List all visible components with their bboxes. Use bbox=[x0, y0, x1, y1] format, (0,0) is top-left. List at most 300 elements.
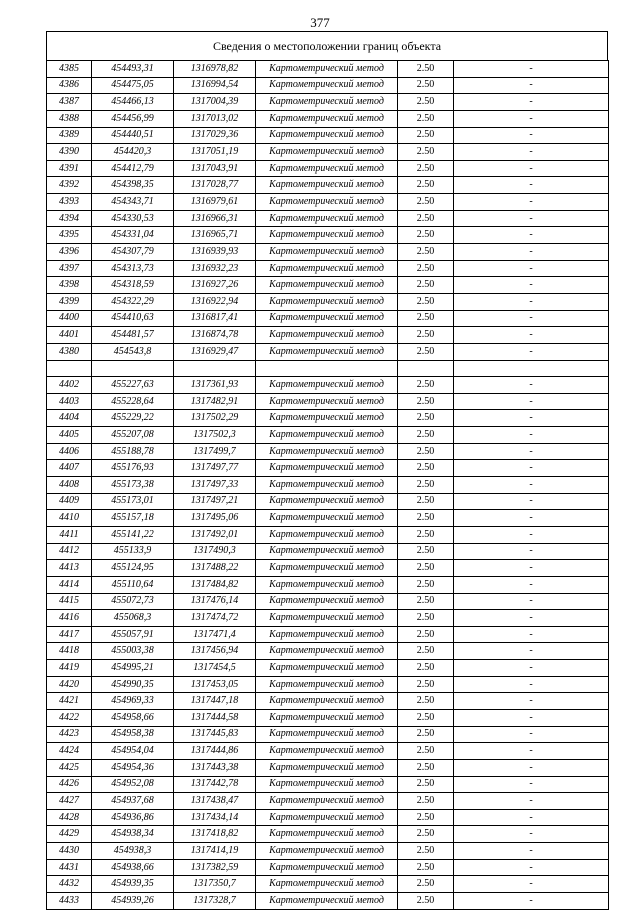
y-coordinate-cell: 1316922,94 bbox=[174, 293, 256, 310]
accuracy-cell: 2.50 bbox=[398, 377, 454, 394]
table-row bbox=[47, 843, 609, 860]
group-separator-row bbox=[47, 360, 609, 377]
accuracy-cell: 2.50 bbox=[398, 759, 454, 776]
description-cell: - bbox=[454, 676, 609, 693]
point-number-cell: 4396 bbox=[47, 244, 92, 261]
point-number-cell: 4404 bbox=[47, 410, 92, 427]
table-row bbox=[47, 260, 609, 277]
description-cell: - bbox=[454, 876, 609, 893]
description-cell: - bbox=[454, 77, 609, 94]
y-coordinate-cell: 1317013,02 bbox=[174, 110, 256, 127]
description-cell: - bbox=[454, 759, 609, 776]
method-cell: Картометрический метод bbox=[256, 693, 398, 710]
y-coordinate-cell: 1317382,59 bbox=[174, 859, 256, 876]
description-cell: - bbox=[454, 809, 609, 826]
x-coordinate-cell: 454936,86 bbox=[92, 809, 174, 826]
method-cell: Картометрический метод bbox=[256, 759, 398, 776]
y-coordinate-cell: 1317447,18 bbox=[174, 693, 256, 710]
y-coordinate-cell: 1317453,05 bbox=[174, 676, 256, 693]
y-coordinate-cell: 1317361,93 bbox=[174, 377, 256, 394]
description-cell: - bbox=[454, 443, 609, 460]
table-row bbox=[47, 310, 609, 327]
method-cell: Картометрический метод bbox=[256, 293, 398, 310]
y-coordinate-cell: 1316966,31 bbox=[174, 210, 256, 227]
method-cell: Картометрический метод bbox=[256, 526, 398, 543]
description-cell: - bbox=[454, 626, 609, 643]
x-coordinate-cell: 454456,99 bbox=[92, 110, 174, 127]
table-row bbox=[47, 393, 609, 410]
description-cell: - bbox=[454, 510, 609, 527]
accuracy-cell: 2.50 bbox=[398, 776, 454, 793]
description-cell: - bbox=[454, 709, 609, 726]
table-row bbox=[47, 94, 609, 111]
y-coordinate-cell: 1316979,61 bbox=[174, 194, 256, 211]
table-row bbox=[47, 759, 609, 776]
y-coordinate-cell: 1317497,33 bbox=[174, 477, 256, 494]
y-coordinate-cell: 1317029,36 bbox=[174, 127, 256, 144]
point-number-cell: 4413 bbox=[47, 560, 92, 577]
accuracy-cell: 2.50 bbox=[398, 610, 454, 627]
point-number-cell: 4380 bbox=[47, 343, 92, 360]
accuracy-cell: 2.50 bbox=[398, 110, 454, 127]
table-row bbox=[47, 110, 609, 127]
table-row bbox=[47, 776, 609, 793]
y-coordinate-cell: 1317443,38 bbox=[174, 759, 256, 776]
x-coordinate-cell: 454330,53 bbox=[92, 210, 174, 227]
accuracy-cell: 2.50 bbox=[398, 293, 454, 310]
method-cell: Картометрический метод bbox=[256, 427, 398, 444]
x-coordinate-cell: 454331,04 bbox=[92, 227, 174, 244]
description-cell: - bbox=[454, 643, 609, 660]
point-number-cell: 4428 bbox=[47, 809, 92, 826]
description-cell: - bbox=[454, 94, 609, 111]
method-cell: Картометрический метод bbox=[256, 543, 398, 560]
point-number-cell: 4417 bbox=[47, 626, 92, 643]
table-row bbox=[47, 244, 609, 261]
x-coordinate-cell: 454939,26 bbox=[92, 893, 174, 910]
x-coordinate-cell: 455110,64 bbox=[92, 576, 174, 593]
method-cell: Картометрический метод bbox=[256, 643, 398, 660]
point-number-cell: 4406 bbox=[47, 443, 92, 460]
point-number-cell: 4418 bbox=[47, 643, 92, 660]
table-row bbox=[47, 177, 609, 194]
method-cell: Картометрический метод bbox=[256, 726, 398, 743]
x-coordinate-cell: 455228,64 bbox=[92, 393, 174, 410]
table-row bbox=[47, 826, 609, 843]
point-number-cell: 4410 bbox=[47, 510, 92, 527]
method-cell: Картометрический метод bbox=[256, 210, 398, 227]
accuracy-cell: 2.50 bbox=[398, 859, 454, 876]
point-number-cell: 4388 bbox=[47, 110, 92, 127]
accuracy-cell: 2.50 bbox=[398, 144, 454, 161]
y-coordinate-cell: 1317051,19 bbox=[174, 144, 256, 161]
x-coordinate-cell: 454543,8 bbox=[92, 343, 174, 360]
x-coordinate-cell: 454954,04 bbox=[92, 743, 174, 760]
y-coordinate-cell: 1317490,3 bbox=[174, 543, 256, 560]
y-coordinate-cell: 1316932,23 bbox=[174, 260, 256, 277]
description-cell: - bbox=[454, 177, 609, 194]
method-cell: Картометрический метод bbox=[256, 194, 398, 211]
x-coordinate-cell: 454493,31 bbox=[92, 61, 174, 78]
accuracy-cell: 2.50 bbox=[398, 427, 454, 444]
point-number-cell: 4401 bbox=[47, 327, 92, 344]
description-cell: - bbox=[454, 460, 609, 477]
table-row bbox=[47, 477, 609, 494]
description-cell: - bbox=[454, 543, 609, 560]
accuracy-cell: 2.50 bbox=[398, 160, 454, 177]
description-cell: - bbox=[454, 160, 609, 177]
point-number-cell: 4402 bbox=[47, 377, 92, 394]
accuracy-cell: 2.50 bbox=[398, 277, 454, 294]
method-cell: Картометрический метод bbox=[256, 61, 398, 78]
table-row bbox=[47, 510, 609, 527]
point-number-cell: 4411 bbox=[47, 526, 92, 543]
point-number-cell: 4427 bbox=[47, 793, 92, 810]
x-coordinate-cell: 455173,38 bbox=[92, 477, 174, 494]
method-cell: Картометрический метод bbox=[256, 560, 398, 577]
method-cell: Картометрический метод bbox=[256, 244, 398, 261]
y-coordinate-cell: 1317502,3 bbox=[174, 427, 256, 444]
table-row bbox=[47, 876, 609, 893]
point-number-cell: 4416 bbox=[47, 610, 92, 627]
point-number-cell: 4400 bbox=[47, 310, 92, 327]
method-cell: Картометрический метод bbox=[256, 660, 398, 677]
description-cell: - bbox=[454, 277, 609, 294]
point-number-cell: 4430 bbox=[47, 843, 92, 860]
description-cell: - bbox=[454, 526, 609, 543]
y-coordinate-cell: 1317497,21 bbox=[174, 493, 256, 510]
description-cell: - bbox=[454, 410, 609, 427]
description-cell: - bbox=[454, 194, 609, 211]
x-coordinate-cell: 454343,71 bbox=[92, 194, 174, 211]
table-row bbox=[47, 443, 609, 460]
method-cell: Картометрический метод bbox=[256, 310, 398, 327]
y-coordinate-cell: 1317434,14 bbox=[174, 809, 256, 826]
table-row bbox=[47, 526, 609, 543]
method-cell: Картометрический метод bbox=[256, 576, 398, 593]
accuracy-cell: 2.50 bbox=[398, 793, 454, 810]
point-number-cell: 4407 bbox=[47, 460, 92, 477]
y-coordinate-cell: 1316874,78 bbox=[174, 327, 256, 344]
x-coordinate-cell: 454313,73 bbox=[92, 260, 174, 277]
accuracy-cell: 2.50 bbox=[398, 809, 454, 826]
y-coordinate-cell: 1317499,7 bbox=[174, 443, 256, 460]
x-coordinate-cell: 455227,63 bbox=[92, 377, 174, 394]
x-coordinate-cell: 455229,22 bbox=[92, 410, 174, 427]
description-cell: - bbox=[454, 260, 609, 277]
empty-cell bbox=[92, 360, 174, 377]
accuracy-cell: 2.50 bbox=[398, 227, 454, 244]
empty-cell bbox=[398, 360, 454, 377]
table-row bbox=[47, 77, 609, 94]
y-coordinate-cell: 1317445,83 bbox=[174, 726, 256, 743]
point-number-cell: 4395 bbox=[47, 227, 92, 244]
x-coordinate-cell: 454322,29 bbox=[92, 293, 174, 310]
x-coordinate-cell: 454440,51 bbox=[92, 127, 174, 144]
description-cell: - bbox=[454, 343, 609, 360]
accuracy-cell: 2.50 bbox=[398, 77, 454, 94]
point-number-cell: 4392 bbox=[47, 177, 92, 194]
accuracy-cell: 2.50 bbox=[398, 526, 454, 543]
accuracy-cell: 2.50 bbox=[398, 660, 454, 677]
accuracy-cell: 2.50 bbox=[398, 177, 454, 194]
y-coordinate-cell: 1317043,91 bbox=[174, 160, 256, 177]
x-coordinate-cell: 455157,18 bbox=[92, 510, 174, 527]
accuracy-cell: 2.50 bbox=[398, 244, 454, 261]
table-row bbox=[47, 626, 609, 643]
empty-cell bbox=[174, 360, 256, 377]
method-cell: Картометрический метод bbox=[256, 377, 398, 394]
y-coordinate-cell: 1317350,7 bbox=[174, 876, 256, 893]
accuracy-cell: 2.50 bbox=[398, 460, 454, 477]
accuracy-cell: 2.50 bbox=[398, 260, 454, 277]
method-cell: Картометрический метод bbox=[256, 460, 398, 477]
description-cell: - bbox=[454, 477, 609, 494]
boundary-points-table bbox=[46, 60, 609, 910]
accuracy-cell: 2.50 bbox=[398, 477, 454, 494]
y-coordinate-cell: 1317438,47 bbox=[174, 793, 256, 810]
y-coordinate-cell: 1317488,22 bbox=[174, 560, 256, 577]
accuracy-cell: 2.50 bbox=[398, 343, 454, 360]
description-cell: - bbox=[454, 726, 609, 743]
point-number-cell: 4389 bbox=[47, 127, 92, 144]
method-cell: Картометрический метод bbox=[256, 893, 398, 910]
y-coordinate-cell: 1317474,72 bbox=[174, 610, 256, 627]
accuracy-cell: 2.50 bbox=[398, 543, 454, 560]
description-cell: - bbox=[454, 377, 609, 394]
method-cell: Картометрический метод bbox=[256, 277, 398, 294]
y-coordinate-cell: 1317471,4 bbox=[174, 626, 256, 643]
accuracy-cell: 2.50 bbox=[398, 843, 454, 860]
y-coordinate-cell: 1316927,26 bbox=[174, 277, 256, 294]
table-row bbox=[47, 460, 609, 477]
y-coordinate-cell: 1317476,14 bbox=[174, 593, 256, 610]
accuracy-cell: 2.50 bbox=[398, 393, 454, 410]
method-cell: Картометрический метод bbox=[256, 709, 398, 726]
method-cell: Картометрический метод bbox=[256, 144, 398, 161]
y-coordinate-cell: 1317484,82 bbox=[174, 576, 256, 593]
table-body bbox=[47, 61, 609, 910]
y-coordinate-cell: 1317502,29 bbox=[174, 410, 256, 427]
x-coordinate-cell: 455133,9 bbox=[92, 543, 174, 560]
method-cell: Картометрический метод bbox=[256, 776, 398, 793]
table-row bbox=[47, 793, 609, 810]
y-coordinate-cell: 1317492,01 bbox=[174, 526, 256, 543]
table-row bbox=[47, 293, 609, 310]
description-cell: - bbox=[454, 327, 609, 344]
point-number-cell: 4433 bbox=[47, 893, 92, 910]
table-row bbox=[47, 610, 609, 627]
y-coordinate-cell: 1317454,5 bbox=[174, 660, 256, 677]
x-coordinate-cell: 455003,38 bbox=[92, 643, 174, 660]
table-row bbox=[47, 743, 609, 760]
x-coordinate-cell: 455141,22 bbox=[92, 526, 174, 543]
y-coordinate-cell: 1317442,78 bbox=[174, 776, 256, 793]
description-cell: - bbox=[454, 110, 609, 127]
accuracy-cell: 2.50 bbox=[398, 826, 454, 843]
point-number-cell: 4419 bbox=[47, 660, 92, 677]
description-cell: - bbox=[454, 393, 609, 410]
x-coordinate-cell: 454995,21 bbox=[92, 660, 174, 677]
method-cell: Картометрический метод bbox=[256, 610, 398, 627]
description-cell: - bbox=[454, 826, 609, 843]
method-cell: Картометрический метод bbox=[256, 809, 398, 826]
y-coordinate-cell: 1317414,19 bbox=[174, 843, 256, 860]
method-cell: Картометрический метод bbox=[256, 160, 398, 177]
description-cell: - bbox=[454, 61, 609, 78]
y-coordinate-cell: 1317028,77 bbox=[174, 177, 256, 194]
table-row bbox=[47, 893, 609, 910]
y-coordinate-cell: 1317444,86 bbox=[174, 743, 256, 760]
point-number-cell: 4423 bbox=[47, 726, 92, 743]
table-row bbox=[47, 377, 609, 394]
method-cell: Картометрический метод bbox=[256, 343, 398, 360]
method-cell: Картометрический метод bbox=[256, 94, 398, 111]
description-cell: - bbox=[454, 693, 609, 710]
description-cell: - bbox=[454, 144, 609, 161]
x-coordinate-cell: 454466,13 bbox=[92, 94, 174, 111]
accuracy-cell: 2.50 bbox=[398, 576, 454, 593]
x-coordinate-cell: 454410,63 bbox=[92, 310, 174, 327]
table-row bbox=[47, 343, 609, 360]
y-coordinate-cell: 1316965,71 bbox=[174, 227, 256, 244]
y-coordinate-cell: 1316929,47 bbox=[174, 343, 256, 360]
description-cell: - bbox=[454, 310, 609, 327]
accuracy-cell: 2.50 bbox=[398, 709, 454, 726]
accuracy-cell: 2.50 bbox=[398, 194, 454, 211]
point-number-cell: 4421 bbox=[47, 693, 92, 710]
accuracy-cell: 2.50 bbox=[398, 893, 454, 910]
accuracy-cell: 2.50 bbox=[398, 626, 454, 643]
method-cell: Картометрический метод bbox=[256, 77, 398, 94]
x-coordinate-cell: 455176,93 bbox=[92, 460, 174, 477]
method-cell: Картометрический метод bbox=[256, 327, 398, 344]
point-number-cell: 4399 bbox=[47, 293, 92, 310]
x-coordinate-cell: 455207,08 bbox=[92, 427, 174, 444]
description-cell: - bbox=[454, 427, 609, 444]
accuracy-cell: 2.50 bbox=[398, 410, 454, 427]
accuracy-cell: 2.50 bbox=[398, 726, 454, 743]
table-row bbox=[47, 427, 609, 444]
table-row bbox=[47, 576, 609, 593]
point-number-cell: 4409 bbox=[47, 493, 92, 510]
accuracy-cell: 2.50 bbox=[398, 676, 454, 693]
point-number-cell: 4414 bbox=[47, 576, 92, 593]
point-number-cell: 4386 bbox=[47, 77, 92, 94]
table-row bbox=[47, 709, 609, 726]
description-cell: - bbox=[454, 210, 609, 227]
accuracy-cell: 2.50 bbox=[398, 876, 454, 893]
table-row bbox=[47, 676, 609, 693]
table-row bbox=[47, 61, 609, 78]
y-coordinate-cell: 1316994,54 bbox=[174, 77, 256, 94]
x-coordinate-cell: 454938,34 bbox=[92, 826, 174, 843]
method-cell: Картометрический метод bbox=[256, 493, 398, 510]
point-number-cell: 4422 bbox=[47, 709, 92, 726]
accuracy-cell: 2.50 bbox=[398, 210, 454, 227]
accuracy-cell: 2.50 bbox=[398, 643, 454, 660]
accuracy-cell: 2.50 bbox=[398, 743, 454, 760]
method-cell: Картометрический метод bbox=[256, 260, 398, 277]
table-row bbox=[47, 160, 609, 177]
description-cell: - bbox=[454, 660, 609, 677]
y-coordinate-cell: 1317456,94 bbox=[174, 643, 256, 660]
method-cell: Картометрический метод bbox=[256, 393, 398, 410]
y-coordinate-cell: 1316939,93 bbox=[174, 244, 256, 261]
method-cell: Картометрический метод bbox=[256, 593, 398, 610]
table-heading: Сведения о местоположении границ объекта bbox=[46, 31, 608, 60]
x-coordinate-cell: 454938,66 bbox=[92, 859, 174, 876]
empty-cell bbox=[256, 360, 398, 377]
method-cell: Картометрический метод bbox=[256, 410, 398, 427]
table-row bbox=[47, 144, 609, 161]
accuracy-cell: 2.50 bbox=[398, 61, 454, 78]
point-number-cell: 4412 bbox=[47, 543, 92, 560]
y-coordinate-cell: 1316817,41 bbox=[174, 310, 256, 327]
point-number-cell: 4424 bbox=[47, 743, 92, 760]
point-number-cell: 4415 bbox=[47, 593, 92, 610]
description-cell: - bbox=[454, 776, 609, 793]
x-coordinate-cell: 455072,73 bbox=[92, 593, 174, 610]
x-coordinate-cell: 455173,01 bbox=[92, 493, 174, 510]
accuracy-cell: 2.50 bbox=[398, 443, 454, 460]
table-row bbox=[47, 227, 609, 244]
description-cell: - bbox=[454, 560, 609, 577]
table-row bbox=[47, 859, 609, 876]
y-coordinate-cell: 1316978,82 bbox=[174, 61, 256, 78]
method-cell: Картометрический метод bbox=[256, 843, 398, 860]
y-coordinate-cell: 1317482,91 bbox=[174, 393, 256, 410]
method-cell: Картометрический метод bbox=[256, 127, 398, 144]
description-cell: - bbox=[454, 227, 609, 244]
point-number-cell: 4420 bbox=[47, 676, 92, 693]
y-coordinate-cell: 1317444,58 bbox=[174, 709, 256, 726]
x-coordinate-cell: 454318,59 bbox=[92, 277, 174, 294]
description-cell: - bbox=[454, 793, 609, 810]
point-number-cell: 4432 bbox=[47, 876, 92, 893]
x-coordinate-cell: 454398,35 bbox=[92, 177, 174, 194]
method-cell: Картометрический метод bbox=[256, 793, 398, 810]
accuracy-cell: 2.50 bbox=[398, 493, 454, 510]
x-coordinate-cell: 455068,3 bbox=[92, 610, 174, 627]
table-row bbox=[47, 643, 609, 660]
x-coordinate-cell: 454990,35 bbox=[92, 676, 174, 693]
x-coordinate-cell: 454420,3 bbox=[92, 144, 174, 161]
table-row bbox=[47, 493, 609, 510]
point-number-cell: 4387 bbox=[47, 94, 92, 111]
table-row bbox=[47, 194, 609, 211]
point-number-cell: 4398 bbox=[47, 277, 92, 294]
table-row bbox=[47, 560, 609, 577]
x-coordinate-cell: 455057,91 bbox=[92, 626, 174, 643]
point-number-cell: 4391 bbox=[47, 160, 92, 177]
method-cell: Картометрический метод bbox=[256, 227, 398, 244]
description-cell: - bbox=[454, 893, 609, 910]
x-coordinate-cell: 454938,3 bbox=[92, 843, 174, 860]
description-cell: - bbox=[454, 743, 609, 760]
y-coordinate-cell: 1317495,06 bbox=[174, 510, 256, 527]
table-row bbox=[47, 809, 609, 826]
x-coordinate-cell: 454307,79 bbox=[92, 244, 174, 261]
method-cell: Картометрический метод bbox=[256, 477, 398, 494]
method-cell: Картометрический метод bbox=[256, 859, 398, 876]
empty-cell bbox=[47, 360, 92, 377]
point-number-cell: 4385 bbox=[47, 61, 92, 78]
table-row bbox=[47, 277, 609, 294]
method-cell: Картометрический метод bbox=[256, 510, 398, 527]
x-coordinate-cell: 454958,38 bbox=[92, 726, 174, 743]
table-row bbox=[47, 693, 609, 710]
